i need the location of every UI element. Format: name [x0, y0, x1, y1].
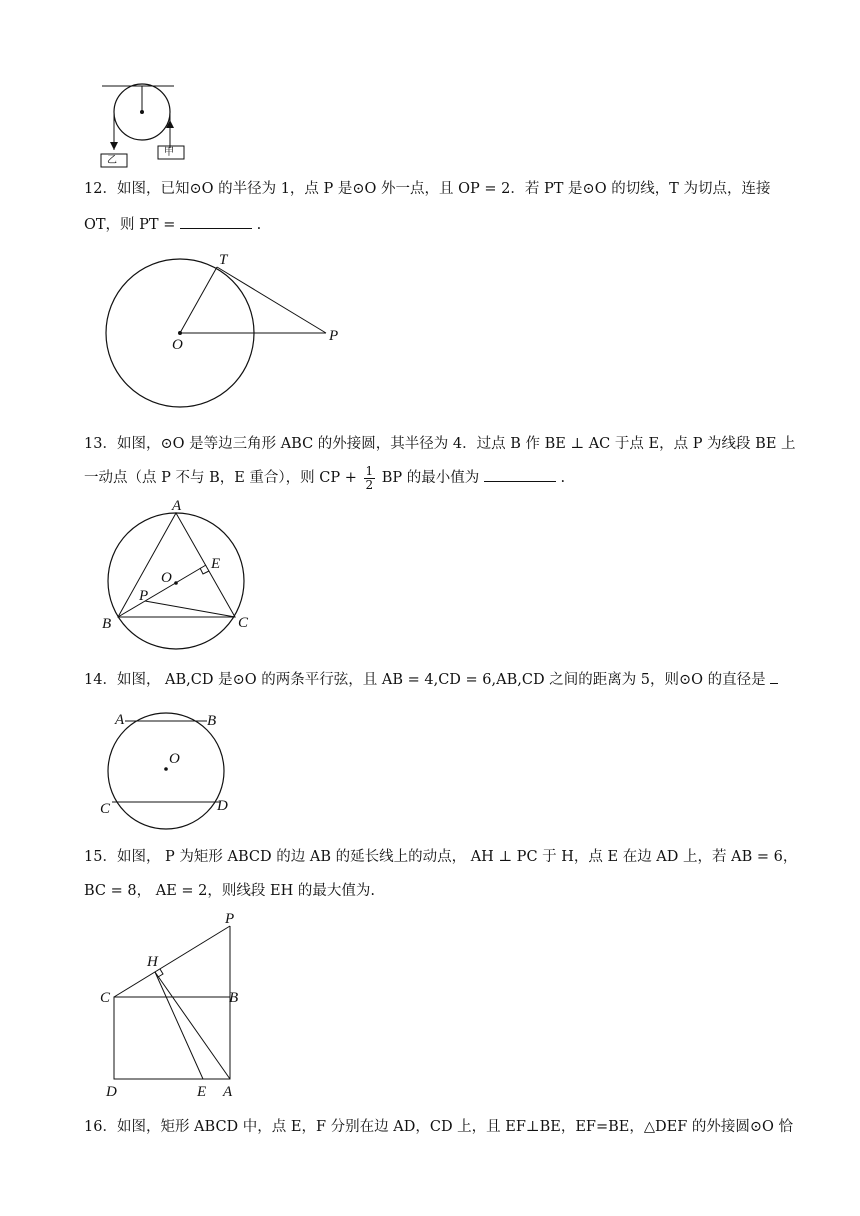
q13-label-C: C: [238, 615, 249, 631]
q15-label-A: A: [223, 1084, 233, 1100]
q12-label-P: P: [329, 328, 339, 344]
q15-label-C: C: [100, 990, 111, 1006]
q13-label-E: E: [211, 556, 221, 572]
q15-label-E: E: [197, 1084, 207, 1100]
q14-line1-text: 14．如图， AB,CD 是⊙O 的两条平行弦，且 AB = 4,CD = 6,AB,CD 之间的距离为 5，则⊙O 的直径是: [84, 672, 766, 688]
q15-line2: BC = 8， AE = 2，则线段 EH 的最大值为.: [84, 883, 375, 899]
q12-label-T: T: [219, 252, 228, 268]
q14-line1: [84, 669, 814, 690]
q14-label-B: B: [207, 713, 217, 729]
q13-label-B: B: [102, 616, 112, 632]
q15-figure: [98, 910, 258, 1100]
q13-line2: [84, 461, 814, 495]
q12-label-O: O: [172, 337, 183, 353]
q13-label-P: P: [139, 588, 149, 604]
q15-line1: 15．如图， P 为矩形 ABCD 的边 AB 的延长线上的动点， AH ⊥ PC 于 H，点 E 在边 AD 上，若 AB = 6，: [84, 849, 798, 865]
q16-line1: 16．如图，矩形 ABCD 中，点 E，F 分别在边 AD，CD 上，且 EF⊥BE，EF=BE，△DEF 的外接圆⊙O 恰: [84, 1119, 794, 1135]
q13-line2-start: 一动点（点 P 不与 B，E 重合），则 CP +: [84, 470, 357, 486]
q14-label-D: D: [217, 798, 228, 814]
q13-figure: [98, 497, 268, 637]
q13-line2-mid: BP 的最小值为: [381, 470, 480, 486]
q15-label-P: P: [225, 911, 235, 927]
q12-line2-text: OT，则 PT =: [84, 217, 176, 233]
q13-fraction: [364, 465, 376, 492]
pulley-left-label: 乙: [107, 155, 117, 166]
q13-answer-blank[interactable]: [484, 467, 556, 482]
pulley-figure: [98, 80, 188, 170]
q15-label-B: B: [229, 990, 239, 1006]
q12-answer-blank[interactable]: [180, 214, 252, 229]
q12-line2: [84, 213, 814, 234]
q13-frac-den: 2: [365, 477, 374, 492]
q15-label-H: H: [147, 954, 158, 970]
q14-label-O: O: [169, 751, 180, 767]
q12-figure: [100, 248, 360, 408]
q13-label-A: A: [172, 498, 182, 514]
q13-line2-end: .: [560, 470, 566, 486]
q14-answer-blank[interactable]: [770, 669, 778, 684]
q15-label-D: D: [106, 1084, 117, 1100]
q13-frac-num: 1: [365, 463, 374, 478]
q14-label-A: A: [115, 712, 125, 728]
q13-line1: 13．如图，⊙O 是等边三角形 ABC 的外接圆，其半径为 4．过点 B 作 BE ⊥ AC 于点 E，点 P 为线段 BE 上: [84, 436, 796, 452]
q14-figure: [98, 708, 248, 836]
pulley-right-label: 甲: [164, 147, 174, 158]
q14-label-C: C: [100, 801, 111, 817]
q12-line2-end: .: [256, 217, 262, 233]
q12-line1: 12．如图，已知⊙O 的半径为 1，点 P 是⊙O 外一点，且 OP = 2．若 PT 是⊙O 的切线，T 为切点，连接: [84, 181, 771, 197]
q13-label-O: O: [161, 570, 172, 586]
